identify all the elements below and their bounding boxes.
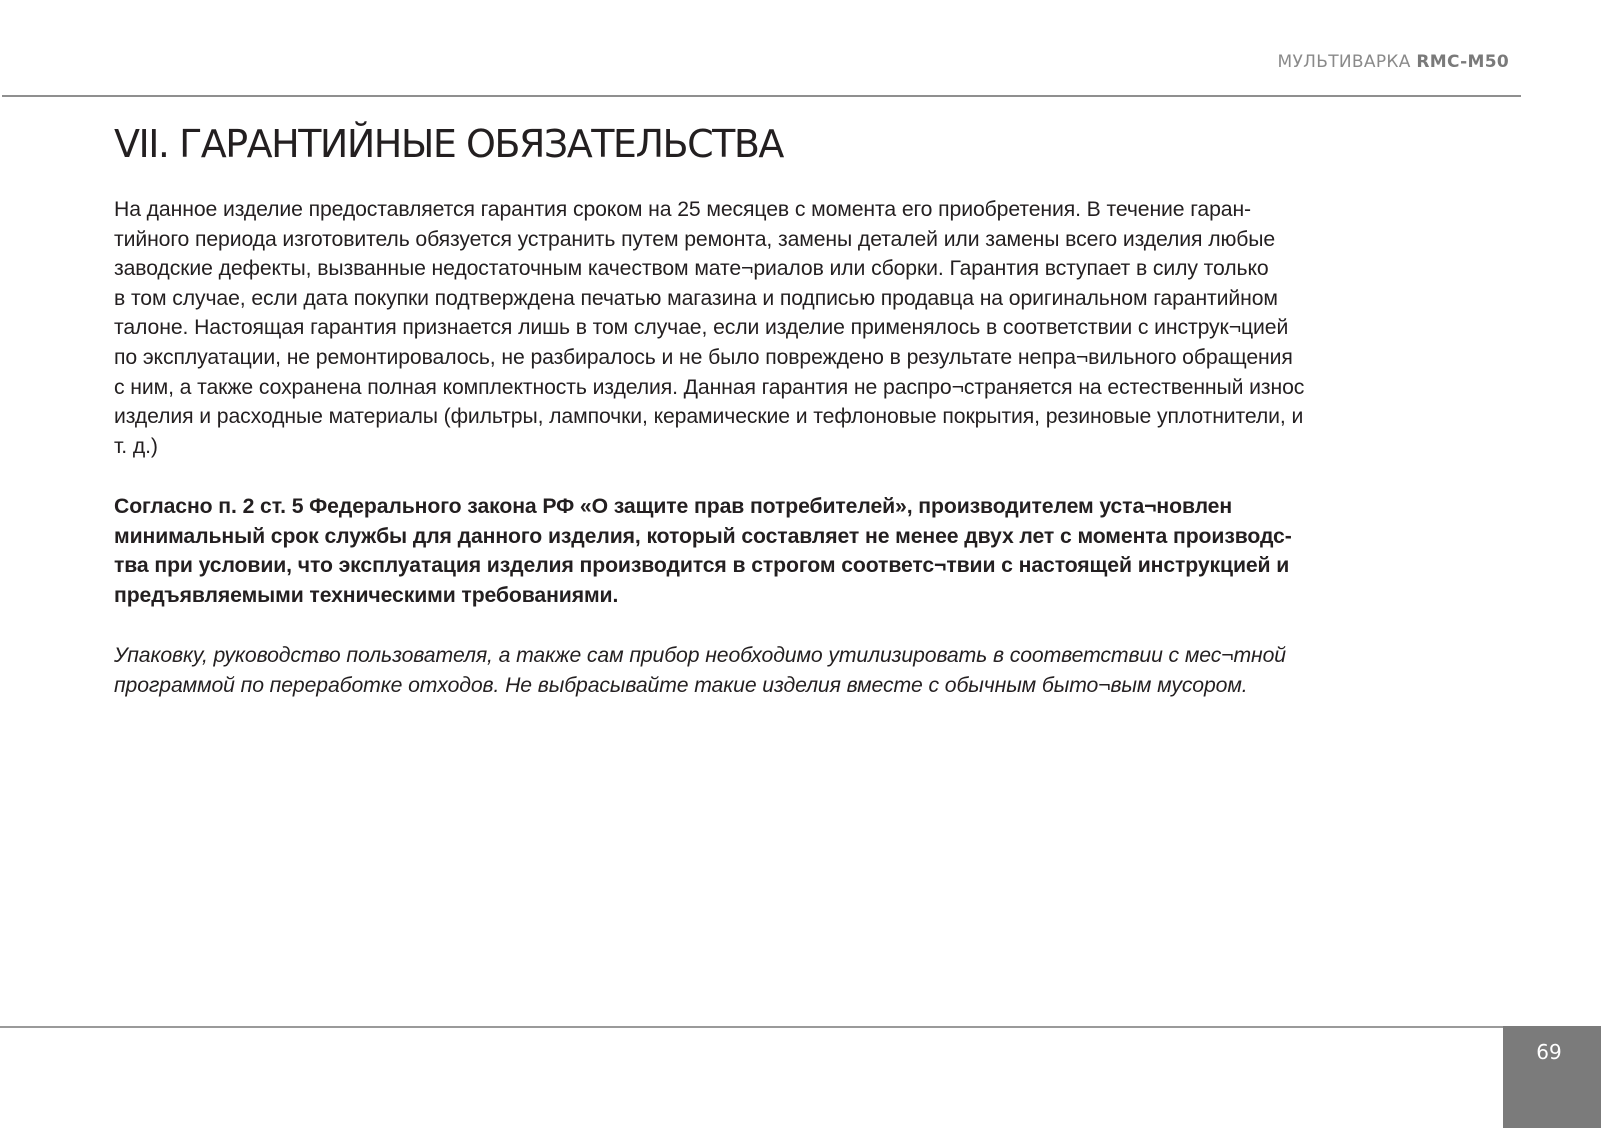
warranty-line: изделия и расходные материалы (фильтры, лампочки, керамические и тефлоновые покрытия, резиновые уплотнители, и — [114, 405, 1304, 429]
recycling-line: программой по переработке отходов. Не выбрасывайте такие изделия вместе с обычным быто¬вым мусором. — [114, 673, 1248, 697]
warranty-line: заводские дефекты, вызванные недостаточным качеством мате¬риалов или сборки. Гарантия вступает в силу только — [114, 257, 1269, 281]
header-divider — [2, 95, 1521, 97]
service-life-line: Согласно п. 2 ст. 5 Федерального закона РФ «О защите прав потребителей», производителем уста¬новлен — [114, 495, 1233, 518]
warranty-line: талоне. Настоящая гарантия признается лишь в том случае, если изделие применялось в соответствии с инструк¬цией — [114, 316, 1289, 340]
header-model: RMC-M50 — [1416, 52, 1509, 72]
service-life-line: минимальный срок службы для данного изделия, который составляет не менее двух лет с момента производс- — [114, 524, 1292, 548]
warranty-line: с ним, а также сохранена полная комплектность изделия. Данная гарантия не распро¬страняется на естественный износ — [114, 375, 1305, 399]
warranty-line: по эксплуатации, не ремонтировалось, не разбиралось и не было повреждено в результате непра¬вильного обращения — [114, 345, 1293, 369]
service-life-paragraph — [114, 492, 1512, 610]
footer-divider — [0, 1026, 1503, 1028]
service-life-line: предъявляемыми техническими требованиями. — [114, 583, 619, 607]
warranty-line: в том случае, если дата покупки подтверждена печатью магазина и подписью продавца на оригинальном гарантийном — [114, 286, 1278, 310]
page-number-tab — [1503, 1026, 1601, 1128]
recycling-line: Упаковку, руководство пользователя, а также сам прибор необходимо утилизировать в соответствии с мес¬тной — [114, 644, 1286, 667]
header-product: МУЛЬТИВАРКА — [1277, 52, 1411, 72]
service-life-line: тва при условии, что эксплуатация изделия производится в строгом соответс¬твии с настоящей инструкцией и — [114, 554, 1290, 578]
warranty-line: На данное изделие предоставляется гарантия сроком на 25 месяцев с момента его приобретения. В течение гаран- — [114, 198, 1252, 221]
warranty-paragraph — [114, 195, 1512, 461]
warranty-line: тийного периода изготовитель обязуется устранить путем ремонта, замены деталей или замены всего изделия любые — [114, 227, 1276, 251]
recycling-paragraph — [114, 641, 1512, 700]
warranty-line: т. д.) — [114, 434, 158, 458]
page-title: VII. ГАРАНТИЙНЫЕ ОБЯЗАТЕЛЬСТВА — [114, 122, 783, 166]
page-number: 69 — [1536, 1040, 1562, 1064]
running-header — [1278, 52, 1509, 72]
